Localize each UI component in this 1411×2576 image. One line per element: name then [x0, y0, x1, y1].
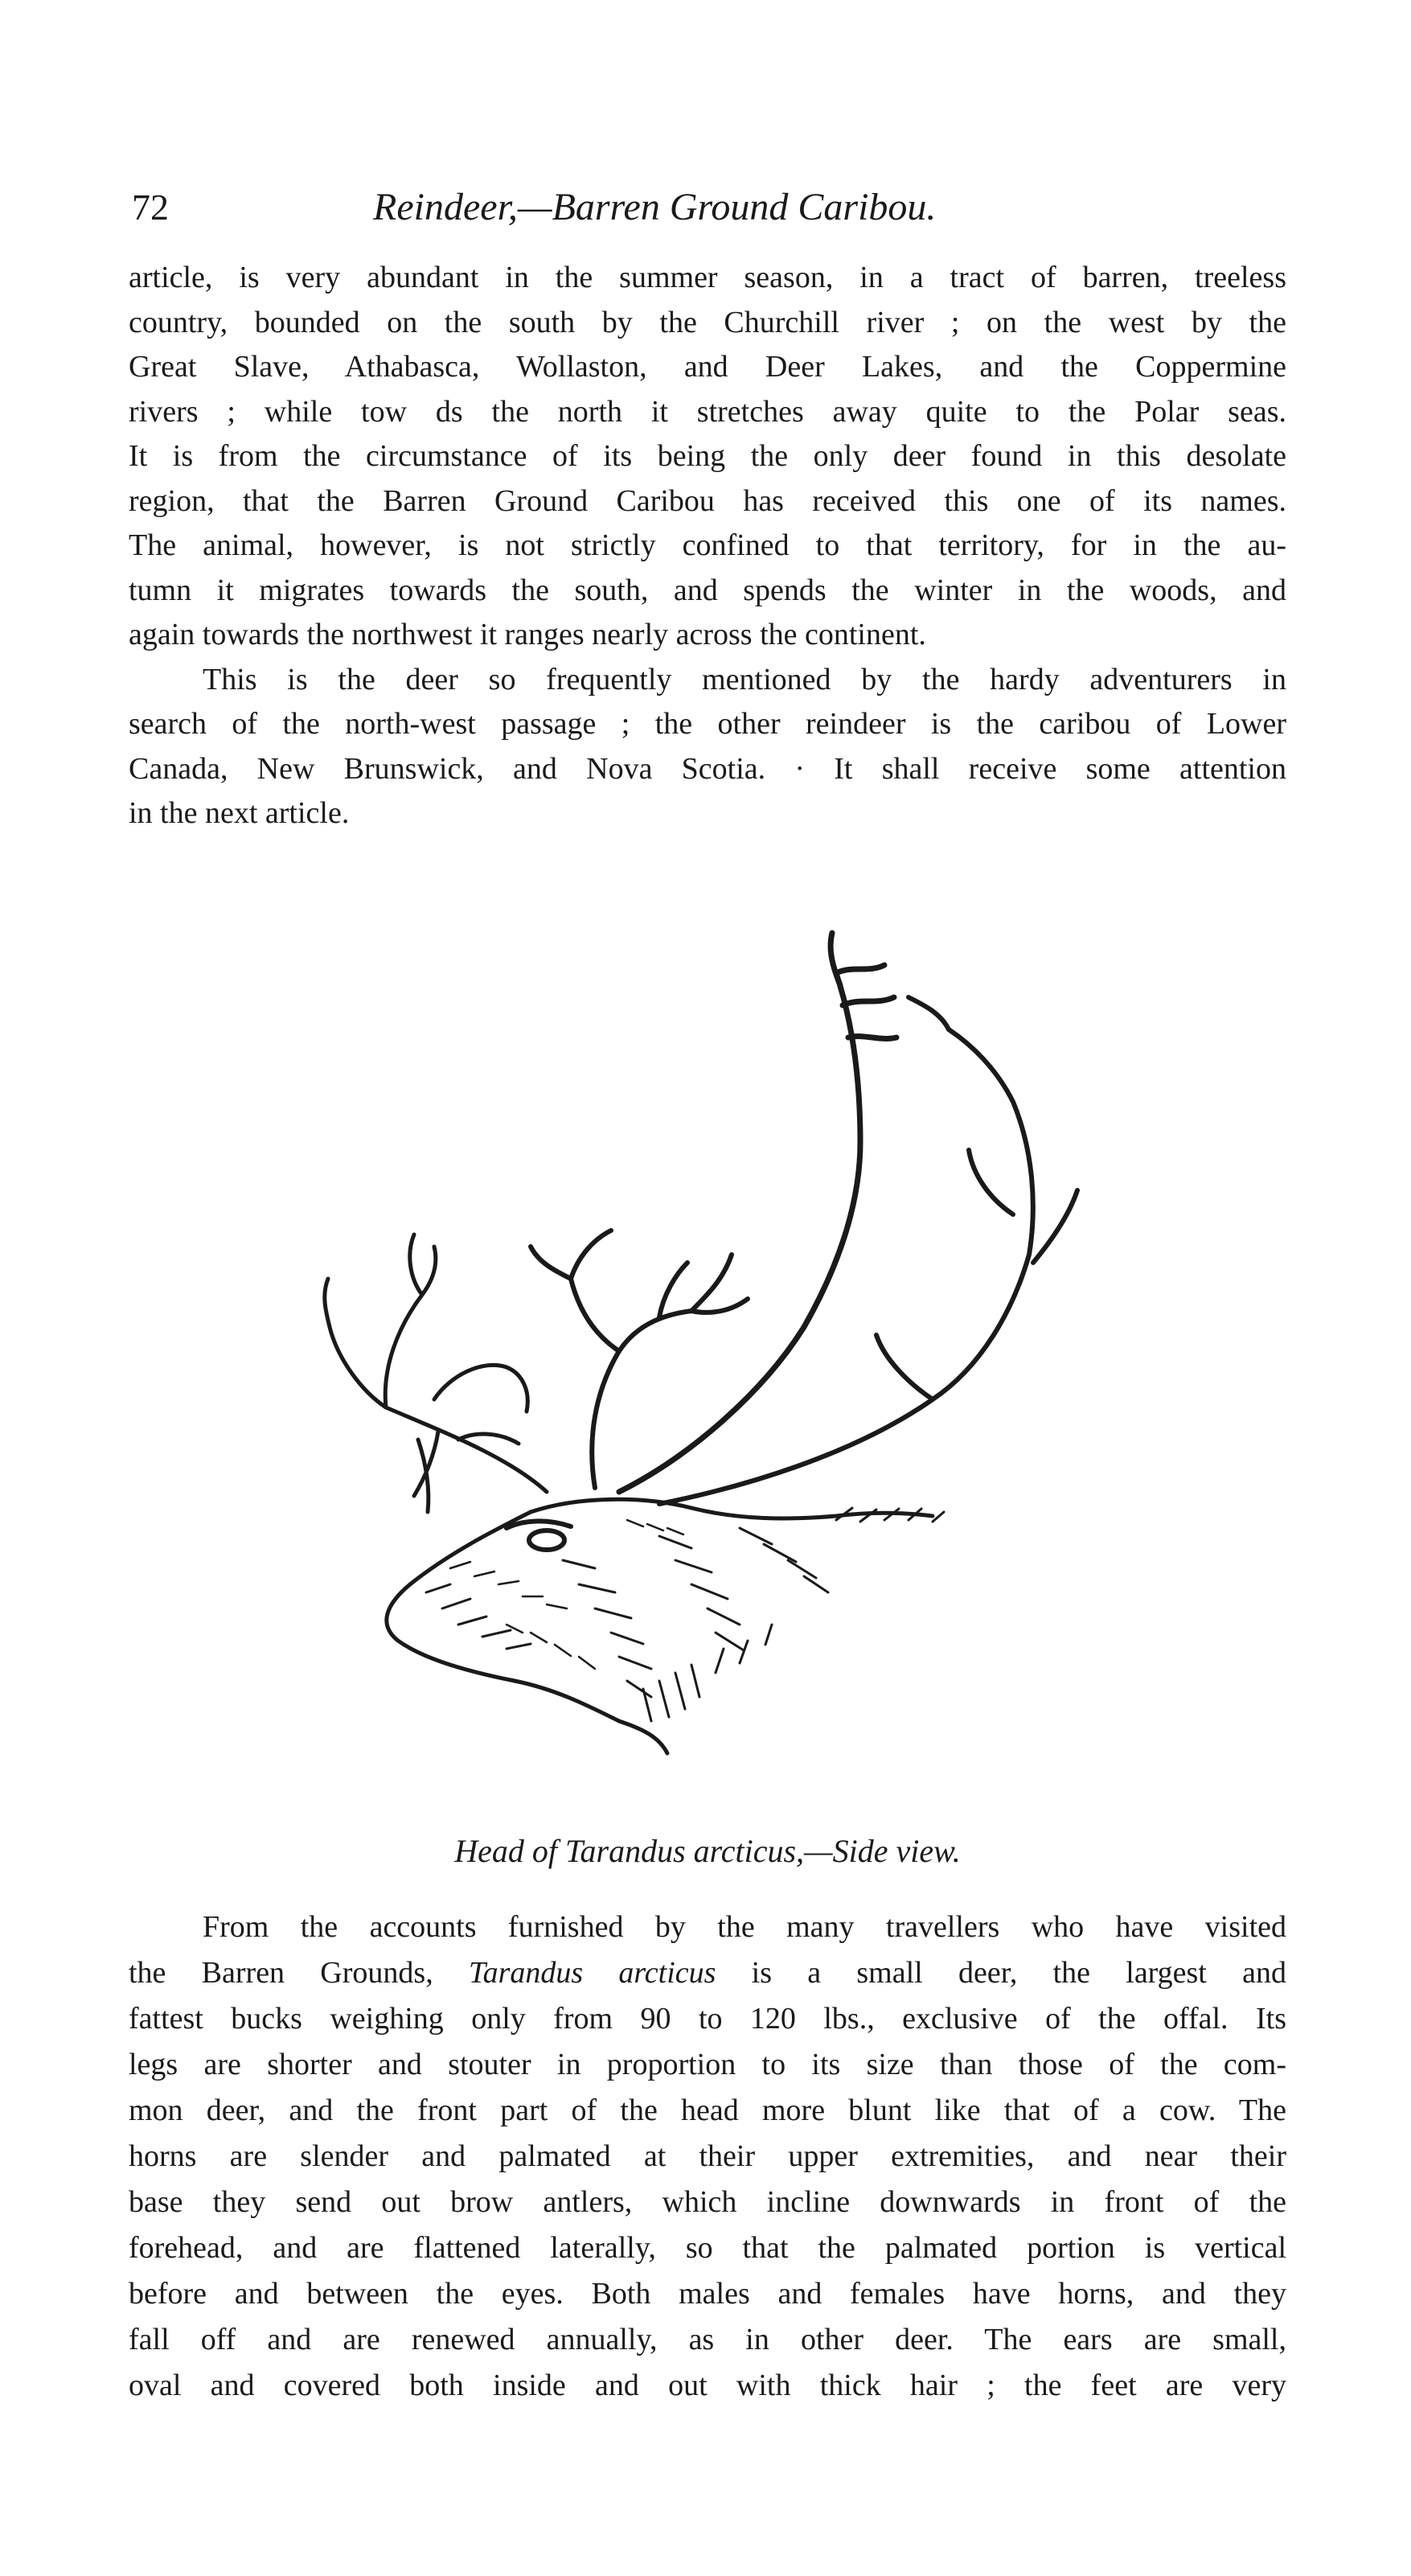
- text-line: oval and covered both inside and out with thick hair ; the feet are very: [129, 2369, 1286, 2402]
- text-line: again towards the northwest it ranges nearly across the continent.: [129, 618, 926, 651]
- text-line: region, that the Barren Ground Caribou has received this one of its names.: [129, 483, 1286, 518]
- text-line: forehead, and are flattened laterally, so that the palmated portion is vertical: [129, 2231, 1286, 2265]
- text-line: mon deer, and the front part of the head more blunt like that of a cow. The: [129, 2093, 1286, 2127]
- species-name: Tarandus arcticus: [468, 1956, 716, 1990]
- caribou-head-engraving: [241, 877, 1166, 1802]
- running-title: Reindeer,—Barren Ground Caribou.: [373, 186, 937, 228]
- text-line: before and between the eyes. Both males and females have horns, and they: [129, 2277, 1286, 2311]
- figure-caption: Head of Tarandus arcticus,—Side view.: [454, 1833, 961, 1869]
- text-line: tumn it migrates towards the south, and spends the winter in the woods, and: [129, 573, 1286, 607]
- text-line: Canada, New Brunswick, and Nova Scotia. · It shall receive some attention: [129, 751, 1286, 786]
- text-line: The animal, however, is not strictly confined to that territory, for in the au-: [129, 528, 1286, 562]
- text-line: From the accounts furnished by the many travellers who have visited: [203, 1910, 1286, 1944]
- paragraph-block-top: [129, 256, 1286, 836]
- text-line: Great Slave, Athabasca, Wollaston, and Deer Lakes, and the Coppermine: [129, 350, 1286, 384]
- text-line: base they send out brow antlers, which incline downwards in front of the: [129, 2185, 1286, 2219]
- text-line: fall off and are renewed annually, as in other deer. The ears are small,: [129, 2323, 1286, 2356]
- text-line: fattest bucks weighing only from 90 to 120 lbs., exclusive of the offal. Its: [129, 2002, 1286, 2036]
- text-segment: the Barren Grounds,: [129, 1956, 469, 1990]
- running-head: [129, 183, 1286, 240]
- text-line: search of the north-west passage ; the other reindeer is the caribou of Lower: [129, 707, 1286, 741]
- text-line: horns are slender and palmated at their upper extremities, and near their: [129, 2139, 1286, 2173]
- text-segment: is a small deer, the largest and: [716, 1956, 1286, 1990]
- text-line: in the next article.: [129, 796, 350, 830]
- text-line: [129, 1950, 1286, 1996]
- text-line: legs are shorter and stouter in proportion to its size than those of the com-: [129, 2048, 1286, 2081]
- text-line: It is from the circumstance of its being the only deer found in this desolate: [129, 439, 1286, 473]
- page-number: 72: [132, 187, 169, 228]
- text-line: rivers ; while tow ds the north it stretches away quite to the Polar seas.: [129, 394, 1286, 429]
- text-line: country, bounded on the south by the Churchill river ; on the west by the: [129, 305, 1286, 339]
- paragraph-block-bottom: [129, 1904, 1286, 2409]
- text-line: article, is very abundant in the summer season, in a tract of barren, treeless: [129, 261, 1286, 294]
- text-line: This is the deer so frequently mentioned by the hardy adventurers in: [203, 662, 1286, 696]
